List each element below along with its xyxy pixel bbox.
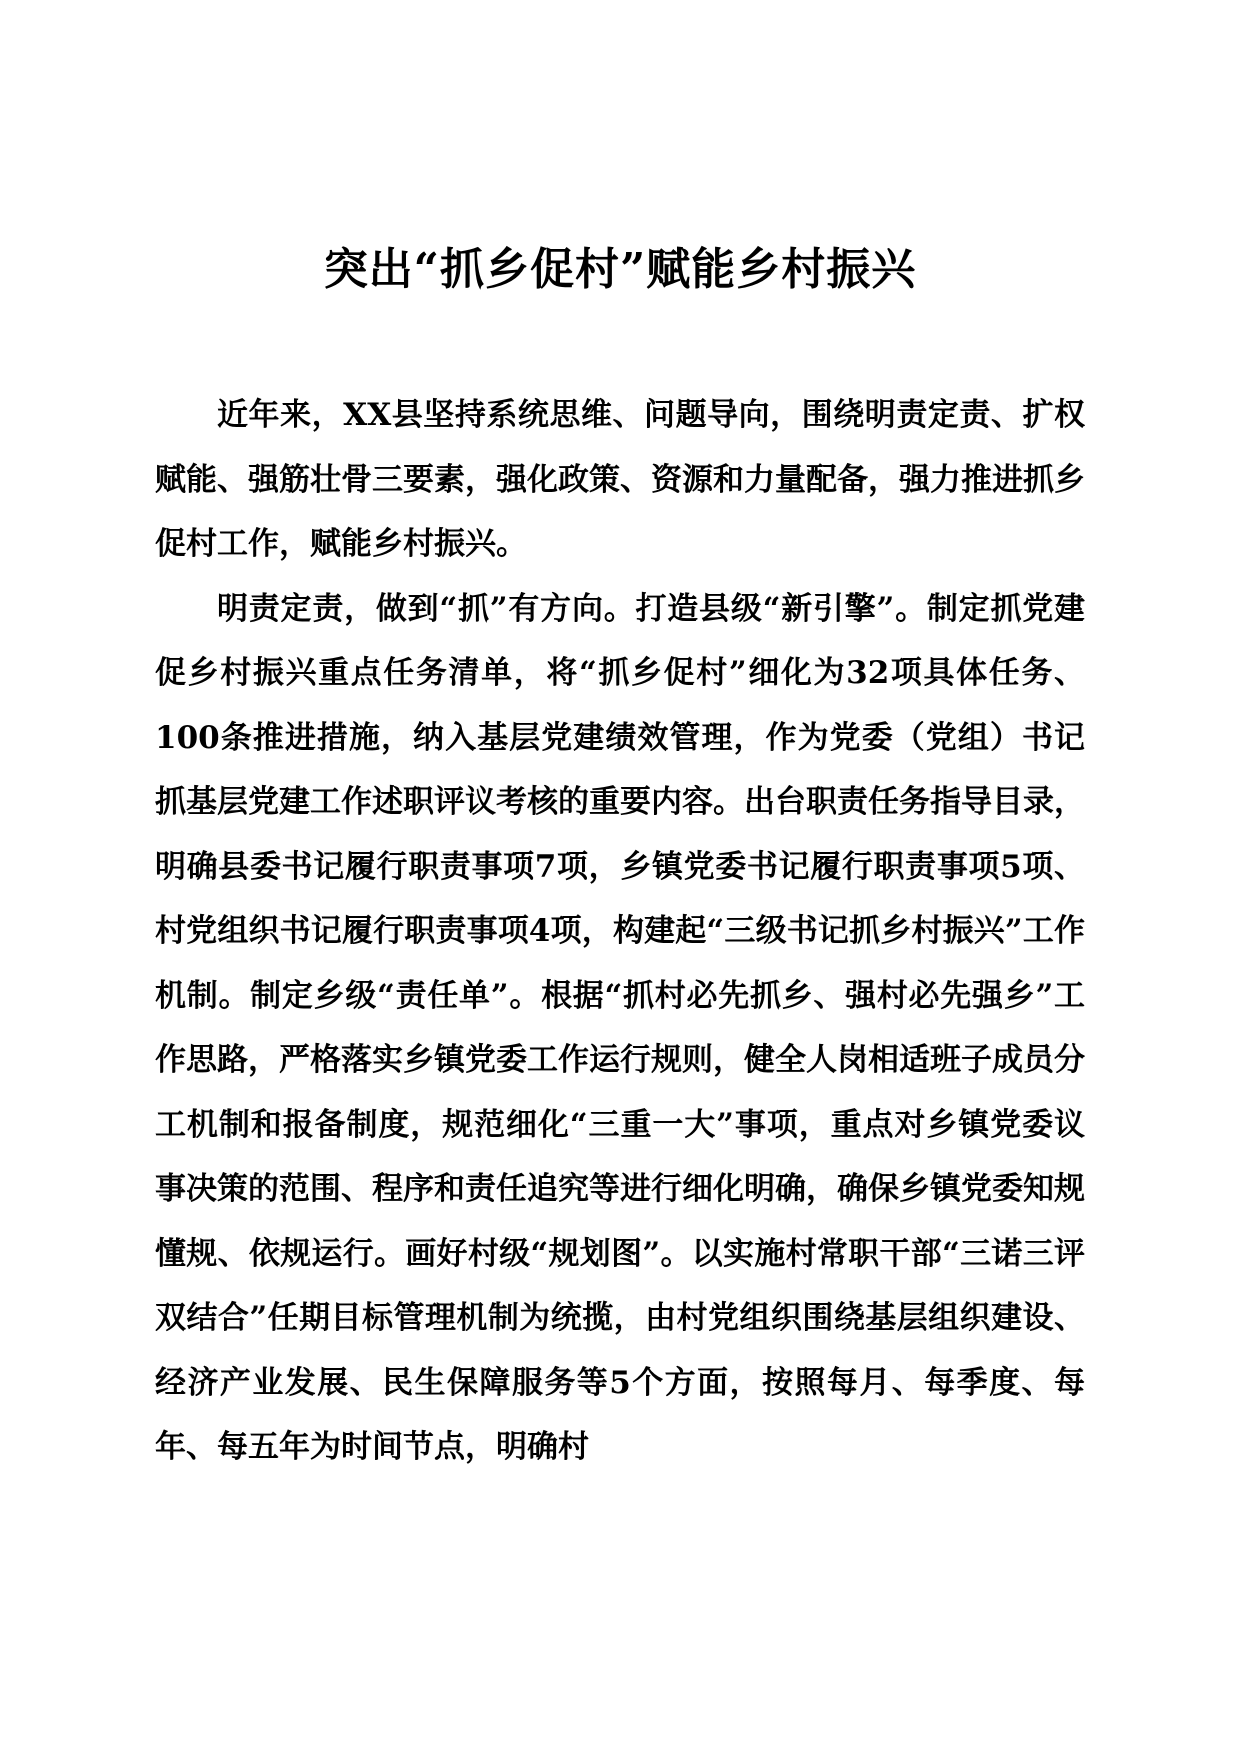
- document-title: 突出“抓乡促村”赋能乡村振兴: [323, 244, 917, 295]
- subheading-township: 制定乡级“责任单”。: [250, 977, 542, 1014]
- paragraph-responsibility: [155, 577, 1085, 1480]
- paragraph-intro: 近年来，XX县坚持系统思维、问题导向，围绕明责定责、扩权赋能、强筋壮骨三要素，强化政策、资源和力量配备，强力推进抓乡促村工作，赋能乡村振兴。: [155, 397, 1085, 562]
- township-text: 根据“抓村必先抓乡、强村必先强乡”工作思路，严格落实乡镇党委工作运行规则，健全人岗相适班子成员分工机制和报备制度，规范细化“三重一大”事项，重点对乡镇党委议事决策的范围、程序和责任追究等进行细化明确，确保乡镇党委知规懂规、依规运行。: [155, 977, 1085, 1272]
- subheading-county: 打造县级“新引擎”。: [635, 590, 927, 627]
- document-body: [155, 383, 1085, 1480]
- subheading-village: 画好村级“规划图”。: [405, 1235, 692, 1272]
- county-text: 制定抓党建促乡村振兴重点任务清单，将“抓乡促村”细化为32项具体任务、100条推进措施，纳入基层党建绩效管理，作为党委（党组）书记抓基层党建工作述职评议考核的重要内容。出台职责任务指导目录，明确县委书记履行职责事项7项，乡镇党委书记履行职责事项5项、村党组织书记履行职责事项4项，构建起“三级书记抓乡村振兴”工作机制。: [155, 590, 1085, 1014]
- village-text: 以实施村常职干部“三诺三评双结合”任期目标管理机制为统揽，由村党组织围绕基层组织建设、经济产业发展、民生保障服务等5个方面，按照每月、每季度、每年、每五年为时间节点，明确村: [155, 1235, 1085, 1465]
- section-heading: 明责定责，做到“抓”有方向。: [217, 590, 636, 627]
